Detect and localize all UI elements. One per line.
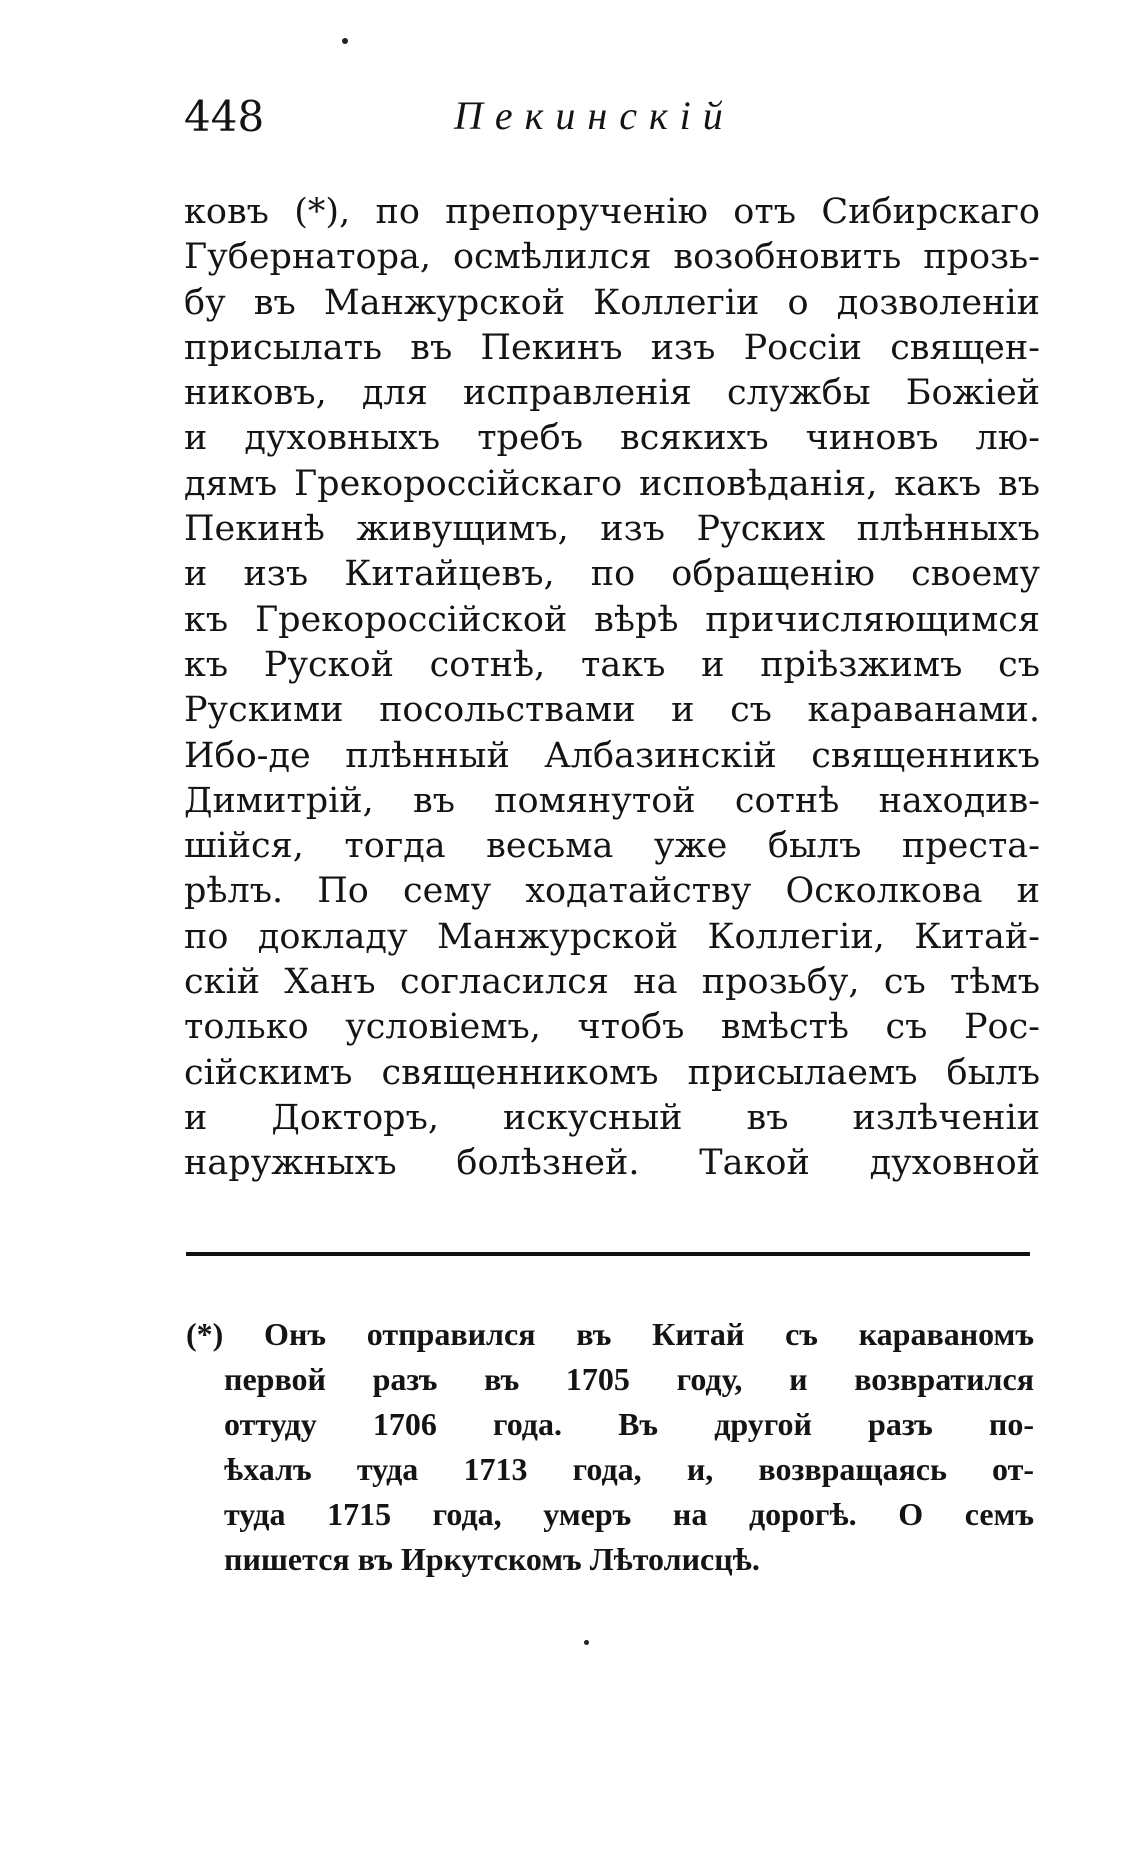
text-line: присылать въ Пекинъ изъ Россіи священ- [184,327,1040,368]
text-line: къ Грекороссійской вѣрѣ причисляющимся [184,599,1040,640]
text-line: скій Ханъ согласился на прозьбу, съ тѣмъ [184,962,1040,1003]
text-line: къ Руской сотнѣ, такъ и пріѣзжимъ съ [184,644,1040,685]
text-line: Рускими посольствами и съ караванами. [184,690,1040,731]
text-line: дямъ Грекороссійскаго исповѣданія, какъ въ [184,463,1040,504]
footnote-line: пишется въ Иркутскомъ Лѣтолисцѣ. [224,1541,760,1577]
ink-speck [584,1640,589,1645]
text-line: наружныхъ болѣзней. Такой духовной [184,1143,1040,1184]
text-line: Димитрій, въ помянутой сотнѣ находив- [184,780,1040,821]
text-line: и духовныхъ требъ всякихъ чиновъ лю- [184,418,1040,459]
running-head: Пекинскій [454,93,735,138]
footnote-line: оттуду 1706 года. Въ другой разъ по- [224,1406,1034,1442]
footnote-line: первой разъ въ 1705 году, и возвратился [224,1361,1034,1397]
text-line: Пекинѣ живущимъ, изъ Руских плѣнныхъ [184,509,1040,550]
footnote-line: (*) Онъ отправился въ Китай съ караваномъ [186,1316,1034,1352]
page-number: 448 [184,92,265,141]
ink-speck [342,38,348,44]
text-line: шійся, тогда весьма уже былъ преста- [184,826,1040,867]
text-line: сійскимъ священникомъ присылаемъ былъ [184,1052,1040,1093]
text-line: Ибо-де плѣнный Албазинскій священникъ [184,735,1040,776]
text-line: и Докторъ, искусный въ излѣченіи [184,1097,1040,1138]
text-line: по докладу Манжурской Коллегіи, Китай- [184,916,1040,957]
text-line: и изъ Китайцевъ, по обращенію своему [184,554,1040,595]
text-line: бу въ Манжурской Коллегіи о дозволеніи [184,282,1040,323]
text-line: только условіемъ, чтобъ вмѣстѣ съ Рос- [184,1007,1040,1048]
footnote-line: ѣхалъ туда 1713 года, и, возвращаясь от- [224,1451,1034,1487]
footnote-separator [186,1252,1030,1256]
text-line: рѣлъ. По сему ходатайству Осколкова и [184,871,1040,912]
main-text [184,190,1040,1187]
footnote [186,1312,1034,1582]
footnote-line: туда 1715 года, умеръ на дорогѣ. О семъ [224,1496,1034,1532]
text-line: Губернатора, осмѣлился возобновить прозь- [184,237,1040,278]
text-line: ковъ (*), по препорученію отъ Сибирскаго [184,192,1040,232]
text-line: никовъ, для исправленія службы Божіей [184,373,1040,414]
page-header [184,92,1044,152]
